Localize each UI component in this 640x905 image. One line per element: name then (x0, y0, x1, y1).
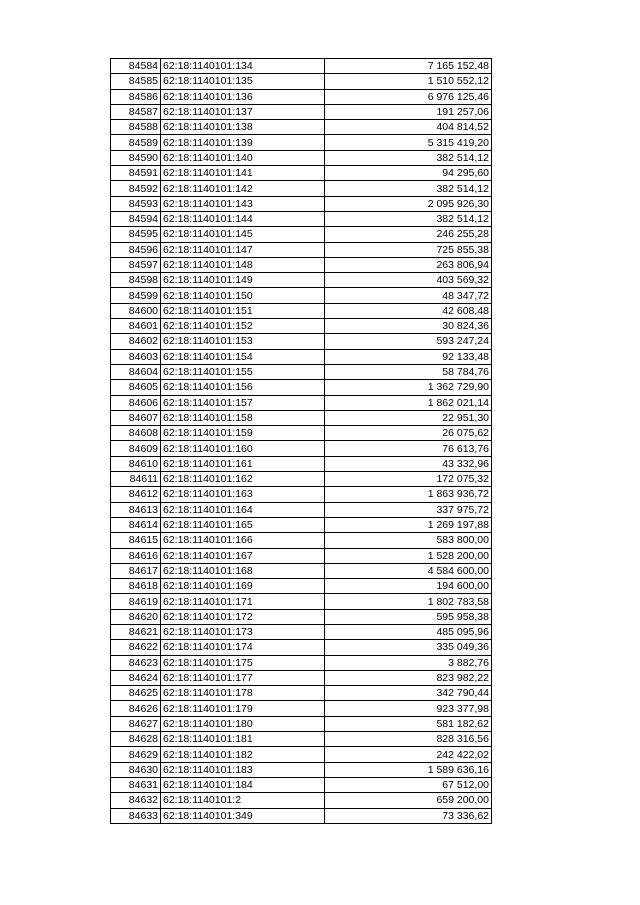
table-row (111, 410, 492, 425)
cadastral-number-cell: 62:18:1140101:175 (161, 655, 325, 670)
row-number-cell: 84587 (111, 104, 161, 119)
row-number-cell: 84615 (111, 533, 161, 548)
table-row (111, 426, 492, 441)
row-number-cell: 84598 (111, 273, 161, 288)
cadastral-value-table (110, 58, 492, 824)
row-number-cell: 84611 (111, 472, 161, 487)
row-number-cell: 84631 (111, 777, 161, 792)
row-number-cell: 84601 (111, 319, 161, 334)
table-row (111, 395, 492, 410)
row-number-cell: 84600 (111, 303, 161, 318)
row-number-cell: 84628 (111, 732, 161, 747)
cadastral-number-cell: 62:18:1140101:151 (161, 303, 325, 318)
cadastral-number-cell: 62:18:1140101:162 (161, 472, 325, 487)
value-cell: 73 336,62 (325, 808, 492, 823)
cadastral-number-cell: 62:18:1140101:165 (161, 517, 325, 532)
value-cell: 26 075,62 (325, 426, 492, 441)
cadastral-number-cell: 62:18:1140101:134 (161, 59, 325, 74)
value-cell: 1 528 200,00 (325, 548, 492, 563)
cadastral-number-cell: 62:18:1140101:150 (161, 288, 325, 303)
row-number-cell: 84602 (111, 334, 161, 349)
row-number-cell: 84599 (111, 288, 161, 303)
cadastral-number-cell: 62:18:1140101:161 (161, 456, 325, 471)
table-row (111, 747, 492, 762)
value-cell: 593 247,24 (325, 334, 492, 349)
table-row (111, 319, 492, 334)
cadastral-number-cell: 62:18:1140101:154 (161, 349, 325, 364)
value-cell: 22 951,30 (325, 410, 492, 425)
row-number-cell: 84627 (111, 716, 161, 731)
value-cell: 58 784,76 (325, 364, 492, 379)
table-row (111, 181, 492, 196)
table-row (111, 716, 492, 731)
cadastral-number-cell: 62:18:1140101:2 (161, 793, 325, 808)
table-row (111, 793, 492, 808)
table-row (111, 762, 492, 777)
row-number-cell: 84605 (111, 380, 161, 395)
cadastral-number-cell: 62:18:1140101:147 (161, 242, 325, 257)
row-number-cell: 84618 (111, 579, 161, 594)
row-number-cell: 84610 (111, 456, 161, 471)
value-cell: 242 422,02 (325, 747, 492, 762)
table-row (111, 303, 492, 318)
cadastral-number-cell: 62:18:1140101:159 (161, 426, 325, 441)
row-number-cell: 84604 (111, 364, 161, 379)
value-cell: 1 510 552,12 (325, 74, 492, 89)
cadastral-number-cell: 62:18:1140101:155 (161, 364, 325, 379)
cadastral-number-cell: 62:18:1140101:143 (161, 196, 325, 211)
cadastral-number-cell: 62:18:1140101:163 (161, 487, 325, 502)
row-number-cell: 84592 (111, 181, 161, 196)
row-number-cell: 84608 (111, 426, 161, 441)
value-cell: 1 802 783,58 (325, 594, 492, 609)
cadastral-number-cell: 62:18:1140101:173 (161, 624, 325, 639)
table-row (111, 579, 492, 594)
cadastral-number-cell: 62:18:1140101:169 (161, 579, 325, 594)
table-row (111, 196, 492, 211)
cadastral-number-cell: 62:18:1140101:181 (161, 732, 325, 747)
table-row (111, 150, 492, 165)
value-cell: 583 800,00 (325, 533, 492, 548)
cadastral-number-cell: 62:18:1140101:184 (161, 777, 325, 792)
value-cell: 194 600,00 (325, 579, 492, 594)
value-cell: 1 863 936,72 (325, 487, 492, 502)
row-number-cell: 84623 (111, 655, 161, 670)
table-row (111, 334, 492, 349)
value-cell: 595 958,38 (325, 609, 492, 624)
value-cell: 42 608,48 (325, 303, 492, 318)
row-number-cell: 84585 (111, 74, 161, 89)
table-body (111, 59, 492, 824)
value-cell: 485 095,96 (325, 624, 492, 639)
row-number-cell: 84603 (111, 349, 161, 364)
table-row (111, 59, 492, 74)
table-row (111, 609, 492, 624)
value-cell: 725 855,38 (325, 242, 492, 257)
row-number-cell: 84630 (111, 762, 161, 777)
value-cell: 923 377,98 (325, 701, 492, 716)
table-row (111, 624, 492, 639)
value-cell: 382 514,12 (325, 211, 492, 226)
cadastral-number-cell: 62:18:1140101:172 (161, 609, 325, 624)
table-row (111, 640, 492, 655)
value-cell: 6 976 125,46 (325, 89, 492, 104)
cadastral-number-cell: 62:18:1140101:167 (161, 548, 325, 563)
cadastral-number-cell: 62:18:1140101:180 (161, 716, 325, 731)
value-cell: 382 514,12 (325, 150, 492, 165)
row-number-cell: 84620 (111, 609, 161, 624)
value-cell: 92 133,48 (325, 349, 492, 364)
value-cell: 382 514,12 (325, 181, 492, 196)
cadastral-number-cell: 62:18:1140101:152 (161, 319, 325, 334)
table-row (111, 686, 492, 701)
cadastral-number-cell: 62:18:1140101:136 (161, 89, 325, 104)
row-number-cell: 84586 (111, 89, 161, 104)
row-number-cell: 84621 (111, 624, 161, 639)
value-cell: 172 075,32 (325, 472, 492, 487)
cadastral-number-cell: 62:18:1140101:164 (161, 502, 325, 517)
value-cell: 828 316,56 (325, 732, 492, 747)
value-cell: 94 295,60 (325, 166, 492, 181)
cadastral-number-cell: 62:18:1140101:141 (161, 166, 325, 181)
table-row (111, 288, 492, 303)
value-cell: 1 269 197,88 (325, 517, 492, 532)
cadastral-number-cell: 62:18:1140101:137 (161, 104, 325, 119)
table-row (111, 777, 492, 792)
cadastral-number-cell: 62:18:1140101:135 (161, 74, 325, 89)
value-cell: 67 512,00 (325, 777, 492, 792)
table-row (111, 502, 492, 517)
row-number-cell: 84593 (111, 196, 161, 211)
row-number-cell: 84619 (111, 594, 161, 609)
value-cell: 76 613,76 (325, 441, 492, 456)
table-row (111, 104, 492, 119)
cadastral-number-cell: 62:18:1140101:177 (161, 670, 325, 685)
value-cell: 581 182,62 (325, 716, 492, 731)
table-row (111, 273, 492, 288)
row-number-cell: 84597 (111, 257, 161, 272)
value-cell: 1 862 021,14 (325, 395, 492, 410)
cadastral-number-cell: 62:18:1140101:168 (161, 563, 325, 578)
value-cell: 823 982,22 (325, 670, 492, 685)
row-number-cell: 84616 (111, 548, 161, 563)
cadastral-number-cell: 62:18:1140101:138 (161, 120, 325, 135)
table-row (111, 441, 492, 456)
row-number-cell: 84629 (111, 747, 161, 762)
value-cell: 337 975,72 (325, 502, 492, 517)
row-number-cell: 84609 (111, 441, 161, 456)
table-row (111, 548, 492, 563)
row-number-cell: 84606 (111, 395, 161, 410)
row-number-cell: 84590 (111, 150, 161, 165)
value-cell: 3 882,76 (325, 655, 492, 670)
cadastral-number-cell: 62:18:1140101:145 (161, 227, 325, 242)
cadastral-number-cell: 62:18:1140101:179 (161, 701, 325, 716)
table-row (111, 349, 492, 364)
value-cell: 342 790,44 (325, 686, 492, 701)
table-row (111, 563, 492, 578)
document-page (110, 58, 491, 824)
cadastral-number-cell: 62:18:1140101:174 (161, 640, 325, 655)
table-row (111, 242, 492, 257)
row-number-cell: 84584 (111, 59, 161, 74)
value-cell: 30 824,36 (325, 319, 492, 334)
table-row (111, 456, 492, 471)
value-cell: 7 165 152,48 (325, 59, 492, 74)
cadastral-number-cell: 62:18:1140101:178 (161, 686, 325, 701)
value-cell: 335 049,36 (325, 640, 492, 655)
table-row (111, 732, 492, 747)
cadastral-number-cell: 62:18:1140101:171 (161, 594, 325, 609)
row-number-cell: 84625 (111, 686, 161, 701)
row-number-cell: 84614 (111, 517, 161, 532)
value-cell: 191 257,06 (325, 104, 492, 119)
table-row (111, 135, 492, 150)
cadastral-number-cell: 62:18:1140101:139 (161, 135, 325, 150)
value-cell: 1 362 729,90 (325, 380, 492, 395)
table-row (111, 120, 492, 135)
table-row (111, 74, 492, 89)
row-number-cell: 84589 (111, 135, 161, 150)
table-row (111, 701, 492, 716)
cadastral-number-cell: 62:18:1140101:157 (161, 395, 325, 410)
table-row (111, 487, 492, 502)
value-cell: 1 589 636,16 (325, 762, 492, 777)
table-row (111, 364, 492, 379)
value-cell: 5 315 419,20 (325, 135, 492, 150)
table-row (111, 227, 492, 242)
cadastral-number-cell: 62:18:1140101:349 (161, 808, 325, 823)
row-number-cell: 84624 (111, 670, 161, 685)
cadastral-number-cell: 62:18:1140101:158 (161, 410, 325, 425)
value-cell: 403 569,32 (325, 273, 492, 288)
value-cell: 43 332,96 (325, 456, 492, 471)
cadastral-number-cell: 62:18:1140101:160 (161, 441, 325, 456)
row-number-cell: 84591 (111, 166, 161, 181)
row-number-cell: 84633 (111, 808, 161, 823)
row-number-cell: 84617 (111, 563, 161, 578)
cadastral-number-cell: 62:18:1140101:182 (161, 747, 325, 762)
table-row (111, 670, 492, 685)
cadastral-number-cell: 62:18:1140101:144 (161, 211, 325, 226)
value-cell: 263 806,94 (325, 257, 492, 272)
value-cell: 48 347,72 (325, 288, 492, 303)
table-row (111, 211, 492, 226)
table-row (111, 517, 492, 532)
table-row (111, 257, 492, 272)
row-number-cell: 84594 (111, 211, 161, 226)
value-cell: 659 200,00 (325, 793, 492, 808)
value-cell: 2 095 926,30 (325, 196, 492, 211)
cadastral-number-cell: 62:18:1140101:153 (161, 334, 325, 349)
row-number-cell: 84607 (111, 410, 161, 425)
value-cell: 404 814,52 (325, 120, 492, 135)
row-number-cell: 84596 (111, 242, 161, 257)
value-cell: 4 584 600,00 (325, 563, 492, 578)
table-row (111, 533, 492, 548)
table-row (111, 166, 492, 181)
row-number-cell: 84612 (111, 487, 161, 502)
table-row (111, 655, 492, 670)
table-row (111, 808, 492, 823)
row-number-cell: 84595 (111, 227, 161, 242)
cadastral-number-cell: 62:18:1140101:140 (161, 150, 325, 165)
cadastral-number-cell: 62:18:1140101:156 (161, 380, 325, 395)
row-number-cell: 84632 (111, 793, 161, 808)
cadastral-number-cell: 62:18:1140101:183 (161, 762, 325, 777)
table-row (111, 89, 492, 104)
cadastral-number-cell: 62:18:1140101:142 (161, 181, 325, 196)
row-number-cell: 84626 (111, 701, 161, 716)
value-cell: 246 255,28 (325, 227, 492, 242)
row-number-cell: 84613 (111, 502, 161, 517)
cadastral-number-cell: 62:18:1140101:148 (161, 257, 325, 272)
cadastral-number-cell: 62:18:1140101:166 (161, 533, 325, 548)
table-row (111, 594, 492, 609)
cadastral-number-cell: 62:18:1140101:149 (161, 273, 325, 288)
table-row (111, 380, 492, 395)
table-row (111, 472, 492, 487)
row-number-cell: 84588 (111, 120, 161, 135)
row-number-cell: 84622 (111, 640, 161, 655)
